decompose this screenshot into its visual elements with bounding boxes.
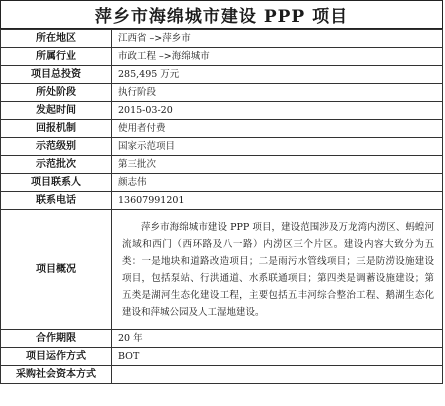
- row-value: 285,495 万元: [112, 66, 443, 84]
- project-overview-text: 萍乡市海绵城市建设 PPP 项目，建设范围涉及万龙湾内涝区、蚂蝗河流域和西门（西环路及八一路）内涝区三个片区。建设内容大致分为五类：一是地块和道路改造项目；二是雨污水管线项目；三是防涝设施建设项目，包括泵站、行洪通道、水系联通项目；第四类是调蓄设施建设；第五类是湖河生态化建设工程，主要包括五丰河综合整治工程、鹅湖生态化建设和萍城公园及人工湿地建设。: [112, 210, 443, 330]
- row-label: 项目运作方式: [1, 348, 112, 366]
- row-label: 项目联系人: [1, 174, 112, 192]
- table-row: [1, 366, 443, 384]
- row-label: 所处阶段: [1, 84, 112, 102]
- row-value: BOT: [112, 348, 443, 366]
- row-label: 项目总投资: [1, 66, 112, 84]
- row-value: 2015-03-20: [112, 102, 443, 120]
- row-label: 示范批次: [1, 156, 112, 174]
- row-value: 20 年: [112, 330, 443, 348]
- row-label: 采购社会资本方式: [1, 366, 112, 384]
- row-value: 执行阶段: [112, 84, 443, 102]
- row-label: 回报机制: [1, 120, 112, 138]
- table-row: [1, 66, 443, 84]
- table-row: [1, 348, 443, 366]
- row-label: 示范级别: [1, 138, 112, 156]
- table-row: [1, 48, 443, 66]
- table-row: [1, 102, 443, 120]
- project-info-table: [0, 29, 443, 384]
- row-value: 13607991201: [112, 192, 443, 210]
- row-value: [112, 366, 443, 384]
- row-label: 所在地区: [1, 30, 112, 48]
- row-label: 所属行业: [1, 48, 112, 66]
- row-label: 项目概况: [1, 210, 112, 330]
- table-row: [1, 174, 443, 192]
- table-row: [1, 156, 443, 174]
- table-row: [1, 192, 443, 210]
- table-row: [1, 30, 443, 48]
- row-value: 颜志伟: [112, 174, 443, 192]
- table-row: [1, 330, 443, 348]
- row-label: 发起时间: [1, 102, 112, 120]
- table-row: [1, 138, 443, 156]
- row-label: 联系电话: [1, 192, 112, 210]
- table-row: [1, 210, 443, 330]
- page-title: 萍乡市海绵城市建设 PPP 项目: [0, 0, 443, 29]
- row-label: 合作期限: [1, 330, 112, 348]
- row-value: 市政工程 –>海绵城市: [112, 48, 443, 66]
- row-value: 使用者付费: [112, 120, 443, 138]
- row-value: 第三批次: [112, 156, 443, 174]
- row-value: 江西省 –>萍乡市: [112, 30, 443, 48]
- table-row: [1, 84, 443, 102]
- row-value: 国家示范项目: [112, 138, 443, 156]
- table-row: [1, 120, 443, 138]
